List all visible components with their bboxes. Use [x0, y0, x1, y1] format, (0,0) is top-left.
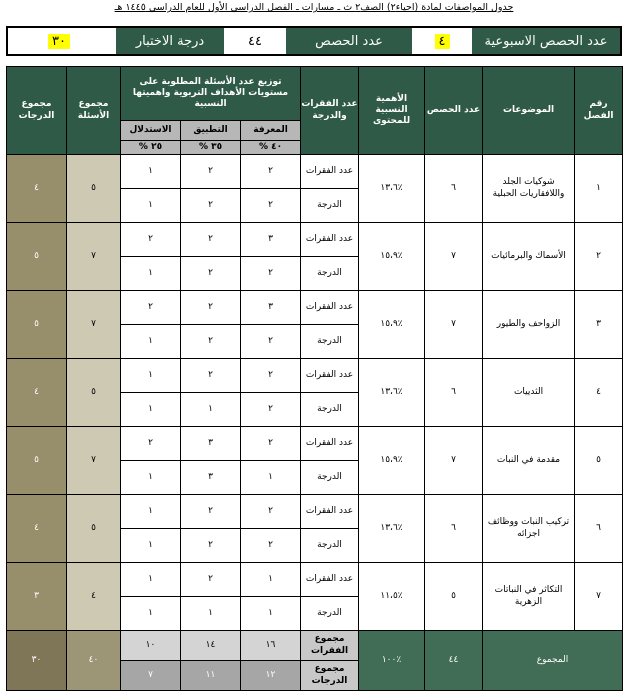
- application-items: ٢: [181, 291, 241, 325]
- application-items: ٢: [181, 359, 241, 393]
- application-items: ٢: [181, 563, 241, 597]
- application-grade: ٢: [181, 529, 241, 563]
- periods-count: ٧: [425, 427, 483, 495]
- total-questions-cell: ٥: [67, 359, 121, 427]
- reasoning-grade: ١: [121, 257, 181, 291]
- totals-knowledge-grades: ١٢: [241, 661, 301, 691]
- topic-name: الثدييات: [483, 359, 575, 427]
- totals-items-label: مجموع الفقرات: [301, 631, 359, 661]
- knowledge-grade: ٢: [241, 393, 301, 427]
- chapter-number: ٤: [575, 359, 623, 427]
- totals-application-grades: ١١: [181, 661, 241, 691]
- specification-table: [6, 66, 623, 691]
- totals-reasoning-items: ١٠: [121, 631, 181, 661]
- grade-label: الدرجة: [301, 461, 359, 495]
- reasoning-items: ١: [121, 563, 181, 597]
- periods-value: ٤٤: [224, 28, 286, 54]
- chapter-number: ٧: [575, 563, 623, 631]
- topic-name: الزواحف والطيور: [483, 291, 575, 359]
- knowledge-grade: ٢: [241, 529, 301, 563]
- topics-header: الموضوعات: [483, 67, 575, 155]
- importance-value: ٪١١،٥: [359, 563, 425, 631]
- weekly-periods-label: عدد الحصص الاسبوعية: [472, 28, 620, 54]
- reasoning-grade: ١: [121, 189, 181, 223]
- application-grade: ٢: [181, 257, 241, 291]
- periods-count: ٦: [425, 359, 483, 427]
- knowledge-grade: ١: [241, 461, 301, 495]
- importance-value: ٪١٥،٩: [359, 223, 425, 291]
- reasoning-header: الاستدلال: [121, 121, 181, 141]
- periods-count: ٧: [425, 291, 483, 359]
- chapter-number: ٥: [575, 427, 623, 495]
- importance-value: ٪١٣،٦: [359, 359, 425, 427]
- knowledge-header: المعرفة: [241, 121, 301, 141]
- totals-total-grades: ٣٠: [7, 631, 67, 691]
- knowledge-grade: ٢: [241, 189, 301, 223]
- importance-value: ٪١٥،٩: [359, 291, 425, 359]
- importance-value: ٪١٥،٩: [359, 427, 425, 495]
- total-questions-header: مجموع الأسئلة: [67, 67, 121, 155]
- application-grade: ١: [181, 393, 241, 427]
- totals-total-questions: ٤٠: [67, 631, 121, 691]
- totals-knowledge-items: ١٦: [241, 631, 301, 661]
- knowledge-grade: ٢: [241, 325, 301, 359]
- knowledge-items: ٢: [241, 359, 301, 393]
- items-label: عدد الفقرات: [301, 563, 359, 597]
- page-title: جدول المواصفات لمادة (احياء٢) الصف٢ ث ـ مسارات ـ الفصل الدراسي الأول للعام الدراسي ١٤٤٥ هـ: [114, 2, 514, 13]
- reasoning-items: ٢: [121, 427, 181, 461]
- reasoning-grade: ١: [121, 529, 181, 563]
- application-items: ٣: [181, 427, 241, 461]
- reasoning-items: ١: [121, 495, 181, 529]
- reasoning-items: ١: [121, 155, 181, 189]
- periods-count: ٦: [425, 495, 483, 563]
- items-label: عدد الفقرات: [301, 359, 359, 393]
- reasoning-percent: ٢٥ %: [121, 141, 181, 155]
- total-grades-cell: ٥: [7, 291, 67, 359]
- application-items: ٢: [181, 155, 241, 189]
- grade-label: الدرجة: [301, 393, 359, 427]
- exam-grade-number: ٣٠: [48, 34, 70, 49]
- totals-label: المجموع: [483, 631, 623, 691]
- total-grades-cell: ٤: [7, 359, 67, 427]
- exam-grade-value: [8, 28, 116, 54]
- items-grade-header: عدد الفقرات والدرجة: [301, 67, 359, 155]
- knowledge-percent: ٤٠ %: [241, 141, 301, 155]
- topic-name: الأسماك والبرمائيات: [483, 223, 575, 291]
- items-label: عدد الفقرات: [301, 155, 359, 189]
- grade-label: الدرجة: [301, 529, 359, 563]
- reasoning-grade: ١: [121, 393, 181, 427]
- knowledge-items: ٢: [241, 427, 301, 461]
- knowledge-items: ٢: [241, 155, 301, 189]
- totals-row: [7, 631, 623, 661]
- reasoning-items: ٢: [121, 291, 181, 325]
- table-row: [7, 563, 623, 597]
- grade-label: الدرجة: [301, 325, 359, 359]
- reasoning-items: ٢: [121, 223, 181, 257]
- items-label: عدد الفقرات: [301, 495, 359, 529]
- knowledge-items: ١: [241, 563, 301, 597]
- chapter-number: ٦: [575, 495, 623, 563]
- table-row: [7, 427, 623, 461]
- total-grades-cell: ٣: [7, 563, 67, 631]
- application-items: ٢: [181, 495, 241, 529]
- total-questions-cell: ٥: [67, 495, 121, 563]
- reasoning-grade: ١: [121, 325, 181, 359]
- application-items: ٢: [181, 223, 241, 257]
- table-row: [7, 223, 623, 257]
- application-grade: ٣: [181, 461, 241, 495]
- reasoning-grade: ١: [121, 597, 181, 631]
- topic-name: شوكيات الجلد واللافقاريات الحبلية: [483, 155, 575, 223]
- knowledge-items: ٣: [241, 223, 301, 257]
- periods-count: ٥: [425, 563, 483, 631]
- total-questions-cell: ٧: [67, 223, 121, 291]
- chapter-number-header: رقم الفصل: [575, 67, 623, 155]
- totals-grades-label: مجموع الدرجات: [301, 661, 359, 691]
- periods-label: عدد الحصص: [286, 28, 412, 54]
- totals-periods: ٤٤: [425, 631, 483, 691]
- periods-count: ٦: [425, 155, 483, 223]
- reasoning-grade: ١: [121, 461, 181, 495]
- grade-label: الدرجة: [301, 257, 359, 291]
- total-questions-cell: ٧: [67, 291, 121, 359]
- periods-count: ٧: [425, 223, 483, 291]
- chapter-number: ٣: [575, 291, 623, 359]
- totals-application-items: ١٤: [181, 631, 241, 661]
- total-grades-cell: ٥: [7, 223, 67, 291]
- application-percent: ٣٥ %: [181, 141, 241, 155]
- application-grade: ٢: [181, 325, 241, 359]
- application-grade: ١: [181, 597, 241, 631]
- topic-name: التكاثر في النباتات الزهرية: [483, 563, 575, 631]
- knowledge-items: ٢: [241, 495, 301, 529]
- weekly-periods-number: ٤: [435, 34, 450, 49]
- application-header: التطبيق: [181, 121, 241, 141]
- total-questions-cell: ٥: [67, 155, 121, 223]
- total-questions-cell: ٧: [67, 427, 121, 495]
- grade-label: الدرجة: [301, 597, 359, 631]
- application-grade: ٢: [181, 189, 241, 223]
- knowledge-items: ٣: [241, 291, 301, 325]
- totals-reasoning-grades: ٧: [121, 661, 181, 691]
- total-grades-header: مجموع الدرجات: [7, 67, 67, 155]
- topic-name: تركيب النبات ووظائف اجزائه: [483, 495, 575, 563]
- total-grades-cell: ٤: [7, 495, 67, 563]
- knowledge-grade: ١: [241, 597, 301, 631]
- table-row: [7, 155, 623, 189]
- items-label: عدد الفقرات: [301, 223, 359, 257]
- distribution-header: توزيع عدد الأسئلة المطلوبة على مستويات الأهداف التربوية واهميتها النسبية: [121, 67, 301, 121]
- importance-value: ٪١٣،٦: [359, 495, 425, 563]
- knowledge-grade: ٢: [241, 257, 301, 291]
- table-row: [7, 359, 623, 393]
- weekly-periods-value: [412, 28, 472, 54]
- table-row: [7, 291, 623, 325]
- reasoning-items: ١: [121, 359, 181, 393]
- totals-importance: ٪١٠٠: [359, 631, 425, 691]
- total-grades-cell: ٥: [7, 427, 67, 495]
- total-questions-cell: ٤: [67, 563, 121, 631]
- info-bar: [6, 26, 622, 56]
- periods-header: عدد الحصص: [425, 67, 483, 155]
- table-row: [7, 495, 623, 529]
- items-label: عدد الفقرات: [301, 427, 359, 461]
- chapter-number: ١: [575, 155, 623, 223]
- total-grades-cell: ٤: [7, 155, 67, 223]
- importance-header: الأهمية النسبية للمحتوى: [359, 67, 425, 155]
- items-label: عدد الفقرات: [301, 291, 359, 325]
- grade-label: الدرجة: [301, 189, 359, 223]
- exam-grade-label: درجة الاختبار: [116, 28, 224, 54]
- chapter-number: ٢: [575, 223, 623, 291]
- topic-name: مقدمة في النبات: [483, 427, 575, 495]
- importance-value: ٪١٣،٦: [359, 155, 425, 223]
